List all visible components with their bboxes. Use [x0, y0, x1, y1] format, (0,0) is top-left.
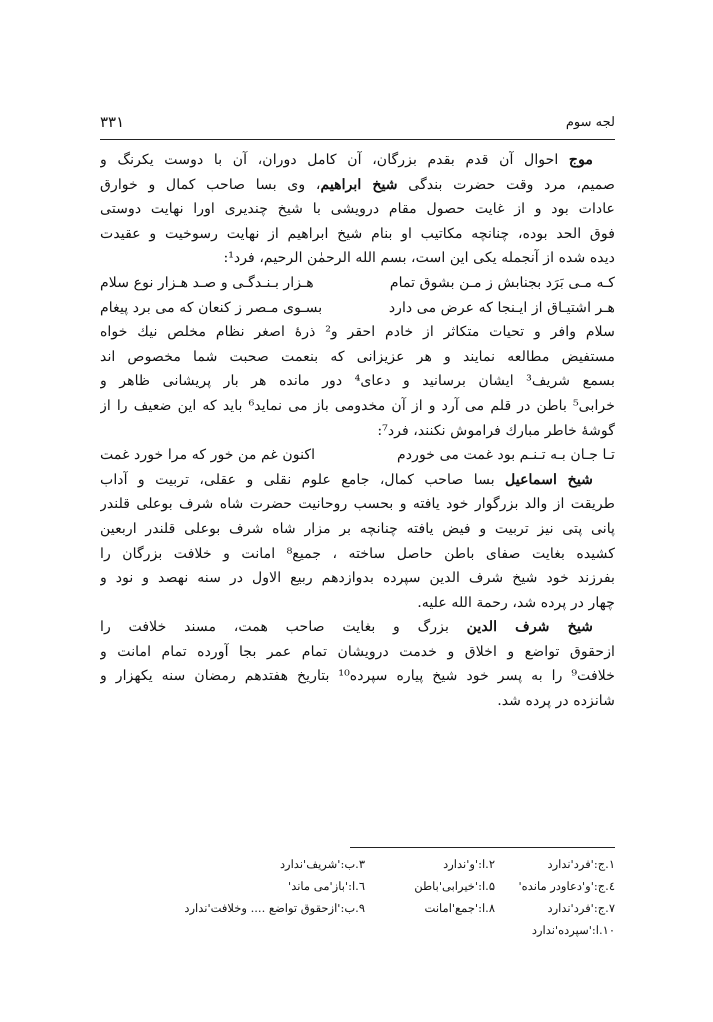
text-line [100, 689, 615, 714]
text-run: بسمع شریف³ ایشان برسانید و دعای⁴ دور مانده هر بار پریشانی ظاهر و [100, 373, 615, 390]
footnote: ۹.ب:'ازحقوق تواضع .... وخلافت'ندارد [184, 901, 365, 915]
text-line [100, 566, 615, 591]
text-run: پانی پتی نیز تربیت و فیض یافته چنانچه بر مزار شاه شرف بوعلی قلندر اربعین [100, 520, 615, 537]
text-line [100, 517, 615, 542]
text-run: بفرزند خود شیخ شرف الدین سپرده بدوازدهم ربیع الاول در سنه نهصد و نود و [100, 570, 615, 587]
text-line [100, 246, 615, 271]
footnote-row [100, 919, 615, 941]
footnote: ۷.ج:'فرد'ندارد [547, 901, 615, 915]
text-run: سلام وافر و تحیات متکاثر از خادم احقر و² ذرهٔ اصغر نظام مخلص نیك خواه [100, 324, 615, 341]
text-line [100, 615, 615, 640]
text-line [100, 394, 615, 419]
chapter-title: لجه سوم [565, 115, 615, 130]
footnote: ٤.ج:'و'دعاودر مانده' [518, 879, 615, 893]
footnote-row [100, 897, 615, 919]
text-run: احوال آن قدم بقدم بزرگان، آن کامل دوران، آن با دوست یکرنگ و [100, 152, 569, 168]
hemistich-second: بسـوی مـصر ز کنعان که می برد پیغام [100, 299, 323, 316]
footnotes [100, 853, 615, 941]
text-run: دیده شده از آنجمله یکی این است، بسم الله الرحمٰن الرحیم، فرد¹: [223, 250, 615, 267]
footnote: ۸.ا:'جمع'امانت [424, 901, 495, 915]
person-name: موج [568, 152, 593, 168]
footnote-row [100, 875, 615, 897]
body-text [100, 148, 615, 714]
verse-line [100, 443, 615, 468]
text-run: گوشهٔ خاطر مبارك فراموش نكنند، فرد⁷: [377, 422, 615, 439]
verse-line [100, 296, 615, 321]
footnote [365, 919, 495, 941]
hemistich-second: اکنون غم من خور که مرا خورد غمت [100, 447, 316, 464]
verse-line [100, 271, 615, 296]
text-line [100, 468, 615, 493]
text-run: خلافت⁹ را به پسر خود شیخ پیاره سپرده¹⁰ بتاریخ هفتدهم رمضان سنه یکهزار و [100, 668, 615, 685]
text-run: چهار در پرده شد، رحمة الله علیه. [417, 594, 615, 611]
text-run: بزرگ و بغایت صاحب همت، مسند خلافت را [100, 619, 467, 636]
text-line [100, 664, 615, 689]
text-run: شانزده در پرده شد. [497, 693, 615, 710]
footnote [100, 919, 365, 941]
text-run: بسا صاحب کمال، جامع علوم نقلی و عقلی، تربیت و آداب [100, 471, 506, 488]
person-name: شیخ اسماعیل [505, 471, 593, 488]
text-line [100, 369, 615, 394]
running-header [100, 113, 615, 137]
footnote: ۳.ب:'شریف'ندارد [279, 857, 365, 871]
text-run: عادات بود و از غایت حصول مقام درویشی با شیخ چندیری اورا نهایت دوستی [100, 201, 615, 218]
text-line [100, 492, 615, 517]
text-line [100, 542, 615, 567]
text-run: ازحقوق تواضع و اخلاق و خدمت درویشان تمام عمر بجا آورده تمام امانت و [100, 643, 615, 660]
text-run: طریقت از والد بزرگوار خود یافته و بحسب روحانیت حضرت شاه شرف بوعلی قلندر [100, 496, 615, 513]
text-line [100, 222, 615, 247]
page-number: ۳۳۱ [100, 113, 125, 131]
text-line [100, 197, 615, 222]
text-run: فوق الحد بوده، چنانچه مکاتیب او بنام شیخ ابراهیم از نهایت رسوخیت و عقیدت [100, 225, 615, 242]
text-run: کشیده بغایت صفای باطن حاصل ساخته ، جمیع⁸ امانت و خلافت بزرگان را [100, 545, 615, 562]
footnote: ۱.ج:'فرد'ندارد [547, 857, 615, 871]
person-name: شیخ ابراهیم [320, 176, 398, 193]
text-line [100, 173, 615, 198]
hemistich-first: هـر اشتیـاق از ایـنجا که عرض می دارد [388, 299, 615, 316]
footnote: ٦.ا:'باز'می ماند' [288, 879, 365, 893]
person-name: شیخ شرف الدین [466, 619, 593, 636]
text-line [100, 419, 615, 444]
text-run: ، وی بسا صاحب کمال و خوارق [100, 176, 321, 193]
footnote-rule [350, 847, 615, 848]
text-run: صمیم، مرد وقت حضرت بندگی [397, 176, 615, 193]
footnote-row [100, 853, 615, 875]
footnote: ۵.ا:'خیرابی'باطن [414, 879, 495, 893]
text-line [100, 148, 615, 173]
hemistich-first: تـا جـان بـه تـنـم بود غمت می خوردم [397, 447, 615, 464]
header-rule [100, 139, 615, 140]
footnote: ۲.ا:'و'ندارد [443, 857, 495, 871]
hemistich-second: هـزار بـنـدگـی و صـد هـزار نوع سلام [100, 274, 314, 291]
text-line [100, 640, 615, 665]
text-line [100, 345, 615, 370]
hemistich-first: کـه مـی بَرَد بجنابش ز مـن بشوق تمام [389, 274, 615, 291]
text-run: خرابی⁵ باطن در قلم می آرد و از آن مخدومی باز می نماید⁶ باید که این ضعیف را از [100, 397, 615, 414]
text-line [100, 591, 615, 616]
text-run: مستفیض مطالعه نمایند و هر عزیزانی که بنعمت صحبت شما مخصوص اند [100, 348, 615, 365]
text-line [100, 320, 615, 345]
footnote: ۱۰.ا:'سپرده'ندارد [531, 923, 615, 937]
